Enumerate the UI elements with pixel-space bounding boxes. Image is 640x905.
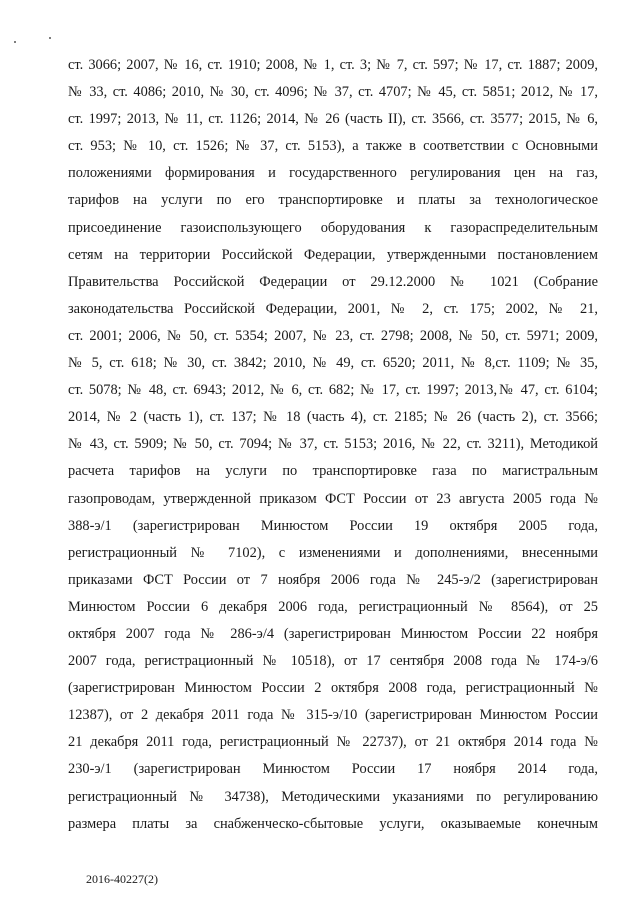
text-line: сетям на территории Российской Федерации, утвержденными постановлением	[68, 246, 598, 263]
text-line: положениями формирования и государственного регулирования цен на газ,	[68, 165, 598, 182]
text-line: Минюстом России 6 декабря 2006 года, регистрационный № 8564), от 25	[68, 598, 598, 615]
text-line: ст. 2001; 2006, № 50, ст. 5354; 2007, № 23, ст. 2798; 2008, № 50, ст. 5971; 2009,	[68, 327, 598, 344]
text-line: регистрационный № 7102), с изменениями и дополнениями, внесенными	[68, 544, 598, 561]
text-line: Правительства Российской Федерации от 29.12.2000 № 1021 (Собрание	[68, 273, 598, 290]
scan-speck	[49, 37, 51, 39]
text-line: ст. 953; № 10, ст. 1526; № 37, ст. 5153), а также в соответствии с Основными	[68, 138, 598, 155]
text-line: ст. 1997; 2013, № 11, ст. 1126; 2014, № 26 (часть II), ст. 3566, ст. 3577; 2015, № 6,	[68, 111, 598, 128]
text-line: 388-э/1 (зарегистрирован Минюстом России 19 октября 2005 года,	[68, 517, 598, 534]
text-line: (зарегистрирован Минюстом России 2 октября 2008 года, регистрационный №	[68, 680, 598, 697]
text-line: регистрационный № 34738), Методическими указаниями по регулированию	[68, 788, 598, 805]
text-line: 21 декабря 2011 года, регистрационный № 22737), от 21 октября 2014 года №	[68, 734, 598, 751]
text-line: размера платы за снабженческо-сбытовые услуги, оказываемые конечным	[68, 815, 598, 832]
text-line: газопроводам, утвержденной приказом ФСТ России от 23 августа 2005 года №	[68, 490, 598, 507]
text-line: октября 2007 года № 286-э/4 (зарегистрирован Минюстом России 22 ноября	[68, 625, 598, 642]
text-line: 12387), от 2 декабря 2011 года № 315-э/10 (зарегистрирован Минюстом России	[68, 707, 598, 724]
text-line: 230-э/1 (зарегистрирован Минюстом России 17 ноября 2014 года,	[68, 761, 598, 778]
footer-document-code: 2016-40227(2)	[86, 872, 158, 886]
text-line: ст. 5078; № 48, ст. 6943; 2012, № 6, ст. 682; № 17, ст. 1997; 2013,№ 47, ст. 6104;	[68, 382, 598, 399]
text-line: № 43, ст. 5909; № 50, ст. 7094; № 37, ст. 5153; 2016, № 22, ст. 3211), Методикой	[68, 436, 598, 453]
text-line: № 5, ст. 618; № 30, ст. 3842; 2010, № 49, ст. 6520; 2011, № 8,ст. 1109; № 35,	[68, 355, 598, 372]
text-line: 2014, № 2 (часть 1), ст. 137; № 18 (часть 4), ст. 2185; № 26 (часть 2), ст. 3566;	[68, 409, 598, 426]
text-line: присоединение газоиспользующего оборудования к газораспределительным	[68, 219, 598, 236]
text-line: законодательства Российской Федерации, 2001, № 2, ст. 175; 2002, № 21,	[68, 300, 598, 317]
text-line: тарифов на услуги по его транспортировке и платы за технологическое	[68, 192, 598, 209]
text-line: № 33, ст. 4086; 2010, № 30, ст. 4096; № 37, ст. 4707; № 45, ст. 5851; 2012, № 17,	[68, 84, 598, 101]
text-line: расчета тарифов на услуги по транспортировке газа по магистральным	[68, 463, 598, 480]
scan-speck	[14, 41, 16, 43]
text-line: 2007 года, регистрационный № 10518), от 17 сентября 2008 года № 174-э/6	[68, 653, 598, 670]
text-line: приказами ФСТ России от 7 ноября 2006 года № 245-э/2 (зарегистрирован	[68, 571, 598, 588]
document-body	[68, 52, 598, 838]
text-line: ст. 3066; 2007, № 16, ст. 1910; 2008, № 1, ст. 3; № 7, ст. 597; № 17, ст. 1887; 2009,	[68, 57, 598, 73]
